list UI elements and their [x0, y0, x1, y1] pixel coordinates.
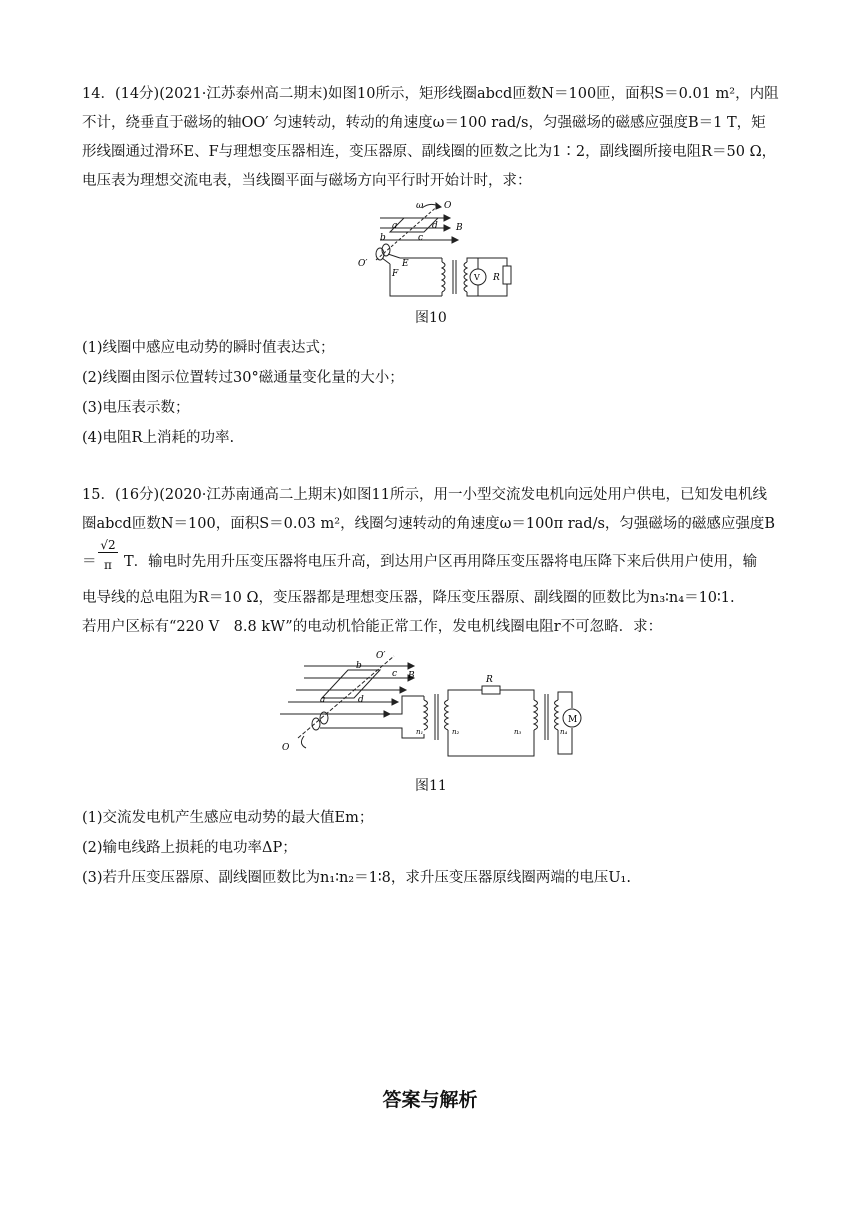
q15-question-1: (1)交流发电机产生感应电动势的最大值Em； — [82, 810, 374, 826]
fig10-label-V: V — [474, 273, 480, 282]
figure-11-caption: 图11 — [415, 778, 447, 794]
fig11-label-O: O — [282, 743, 290, 753]
fig10-label-F: F — [392, 269, 399, 279]
fig10-label-E: E — [402, 259, 409, 269]
q15-line-3-text: T．输电时先用升压变压器将电压升高，到达用户区再用降压变压器将电压降下来后供用户使用，输 — [124, 554, 758, 570]
q14-line-1: 14．(14分)(2021·江苏泰州高二期末)如图10所示，矩形线圈abcd匝数N＝100匝，面积S＝0.01 m²，内阻 — [82, 86, 779, 102]
fig10-label-O-prime: O′ — [358, 259, 368, 269]
fig10-label-omega: ω — [416, 201, 424, 211]
fig10-label-a: a — [392, 221, 398, 231]
figure-10-diagram — [352, 200, 522, 302]
q14-question-2: (2)线圈由图示位置转过30°磁通量变化量的大小； — [82, 370, 404, 386]
fig11-label-R: R — [486, 675, 493, 685]
figure-11-diagram — [276, 648, 586, 766]
q15-line-4: 电导线的总电阻为R＝10 Ω，变压器都是理想变压器，降压变压器原、副线圈的匝数比为n₃∶n₄＝10∶1. — [82, 590, 735, 606]
fig11-label-n1: n₁ — [416, 728, 424, 736]
fig10-label-b: b — [380, 233, 386, 243]
q15-frac-numerator: √2 — [98, 538, 118, 553]
q14-question-3: (3)电压表示数； — [82, 400, 190, 416]
fig10-label-B: B — [456, 223, 463, 233]
fig11-label-b: b — [356, 661, 362, 671]
q14-question-1: (1)线圈中感应电动势的瞬时值表达式； — [82, 340, 335, 356]
fig10-label-c: c — [418, 233, 424, 243]
fig10-label-R: R — [493, 273, 500, 283]
fig11-label-n2: n₂ — [452, 728, 460, 736]
fig11-label-M: M — [568, 715, 578, 725]
fig11-label-B: B — [408, 671, 415, 681]
figure-10-caption: 图10 — [415, 310, 447, 326]
q15-question-2: (2)输电线路上损耗的电功率ΔP； — [82, 840, 297, 856]
fig11-label-n3: n₃ — [514, 728, 522, 736]
q15-question-3: (3)若升压变压器原、副线圈匝数比为n₁∶n₂＝1∶8，求升压变压器原线圈两端的电压U₁. — [82, 870, 631, 886]
q15-line-3 — [82, 540, 782, 580]
q15-line-1: 15．(16分)(2020·江苏南通高二上期末)如图11所示，用一小型交流发电机向远处用户供电，已知发电机线 — [82, 487, 767, 503]
q14-line-4: 电压表为理想交流电表，当线圈平面与磁场方向平行时开始计时，求： — [82, 173, 532, 189]
fig10-label-O: O — [444, 201, 452, 211]
q15-frac-prefix: ＝ — [82, 554, 97, 570]
q15-frac-denominator: π — [104, 558, 112, 572]
fig11-label-O-prime: O′ — [376, 651, 386, 661]
q15-line-2: 圈abcd匝数N＝100，面积S＝0.03 m²，线圈匀速转动的角速度ω＝100π rad/s，匀强磁场的磁感应强度B — [82, 516, 776, 532]
q15-line-5: 若用户区标有“220 V 8.8 kW”的电动机恰能正常工作，发电机线圈电阻r不可忽略．求： — [82, 619, 663, 635]
answer-heading: 答案与解析 — [382, 1089, 478, 1111]
q14-line-3: 形线圈通过滑环E、F与理想变压器相连，变压器原、副线圈的匝数之比为1∶2，副线圈所接电阻R＝50 Ω， — [82, 144, 777, 160]
q14-line-2: 不计，绕垂直于磁场的轴OO′ 匀速转动，转动的角速度ω＝100 rad/s，匀强磁场的磁感应强度B＝1 T，矩 — [82, 115, 766, 131]
fig10-label-d: d — [432, 221, 438, 231]
q14-question-4: (4)电阻R上消耗的功率. — [82, 430, 235, 446]
fig11-label-d: d — [358, 695, 364, 705]
fig11-label-c: c — [392, 669, 398, 679]
fig11-label-n4: n₄ — [560, 728, 568, 736]
fig11-label-a: a — [320, 695, 326, 705]
